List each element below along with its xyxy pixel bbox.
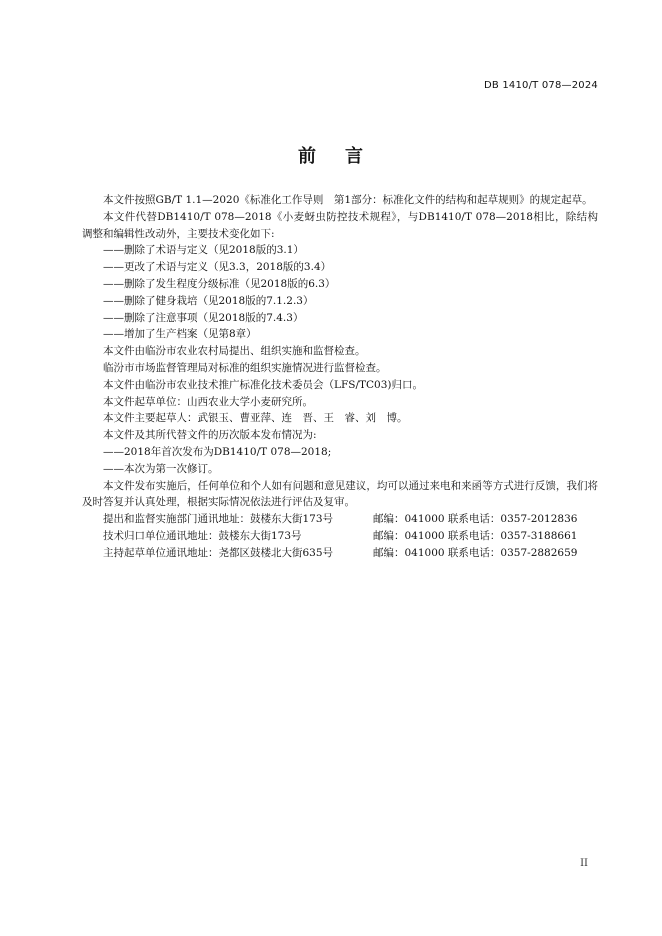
paragraph-replacement: 本文件代替DB1410/T 078—2018《小麦蚜虫防控技术规程》，与DB1410/T 078—2018相比，除结构调整和编辑性改动外，主要技术变化如下: <box>82 210 598 240</box>
paragraph-committee: 本文件由临汾市农业技术推广标准化技术委员会（LFS/TC03)归口。 <box>103 378 423 391</box>
paragraph-drafting-rules: 本文件按照GB/T 1.1—2020《标准化工作导则 第1部分：标准化文件的结构和起草规则》的规定起草。 <box>103 194 593 206</box>
contact-post-phone: 邮编：041000 联系电话：0357-2012836 <box>373 513 578 526</box>
page-number: II <box>580 858 588 869</box>
contact-post-phone: 邮编：041000 联系电话：0357-3188661 <box>373 529 578 542</box>
paragraph-proposer: 本文件由临汾市农业农村局提出、组织实施和监督检查。 <box>103 345 366 358</box>
contact-post-phone: 邮编：041000 联系电话：0357-2882659 <box>373 546 578 559</box>
title-char-2: 言 <box>345 146 364 167</box>
change-item: ——删除了注意事项（见2018版的7.4.3） <box>103 311 304 324</box>
change-item: ——删除了健身栽培（见2018版的7.1.2.3） <box>103 294 314 307</box>
page-title <box>0 142 662 168</box>
change-item: ——删除了术语与定义（见2018版的3.1） <box>103 244 304 257</box>
contact-address: 主持起草单位通讯地址：尧都区鼓楼北大街635号 <box>103 546 334 559</box>
change-item: ——更改了术语与定义（见3.3，2018版的3.4） <box>103 261 332 274</box>
contact-row <box>82 511 598 528</box>
change-item: ——删除了发生程度分级标准（见2018版的6.3） <box>103 277 336 290</box>
paragraph-drafters: 本文件主要起草人：武银玉、曹亚萍、连 晋、王 睿、刘 博。 <box>103 412 408 425</box>
history-item: ——本次为第一次修订。 <box>103 462 219 475</box>
history-item: ——2018年首次发布为DB1410/T 078—2018; <box>103 445 332 458</box>
paragraph-feedback: 本文件发布实施后，任何单位和个人如有问题和意见建议，均可以通过来电和来函等方式进行反馈，我们将及时答复并认真处理，根据实际情况依法进行评估及复审。 <box>82 479 598 509</box>
document-code: DB 1410/T 078—2024 <box>484 80 598 91</box>
contact-address: 技术归口单位通讯地址：鼓楼东大街173号 <box>103 529 302 542</box>
title-char-1: 前 <box>298 146 317 167</box>
paragraph-drafting-unit: 本文件起草单位：山西农业大学小麦研究所。 <box>103 395 313 408</box>
contact-address: 提出和监督实施部门通讯地址：鼓楼东大街173号 <box>103 513 334 526</box>
foreword-body <box>82 192 598 562</box>
contact-row <box>82 528 598 545</box>
contact-row <box>82 545 598 562</box>
paragraph-supervision: 临汾市市场监督管理局对标准的组织实施情况进行监督检查。 <box>103 361 387 374</box>
paragraph-history-intro: 本文件及其所代替文件的历次版本发布情况为: <box>103 429 317 442</box>
change-item: ——增加了生产档案（见第8章） <box>103 328 257 341</box>
